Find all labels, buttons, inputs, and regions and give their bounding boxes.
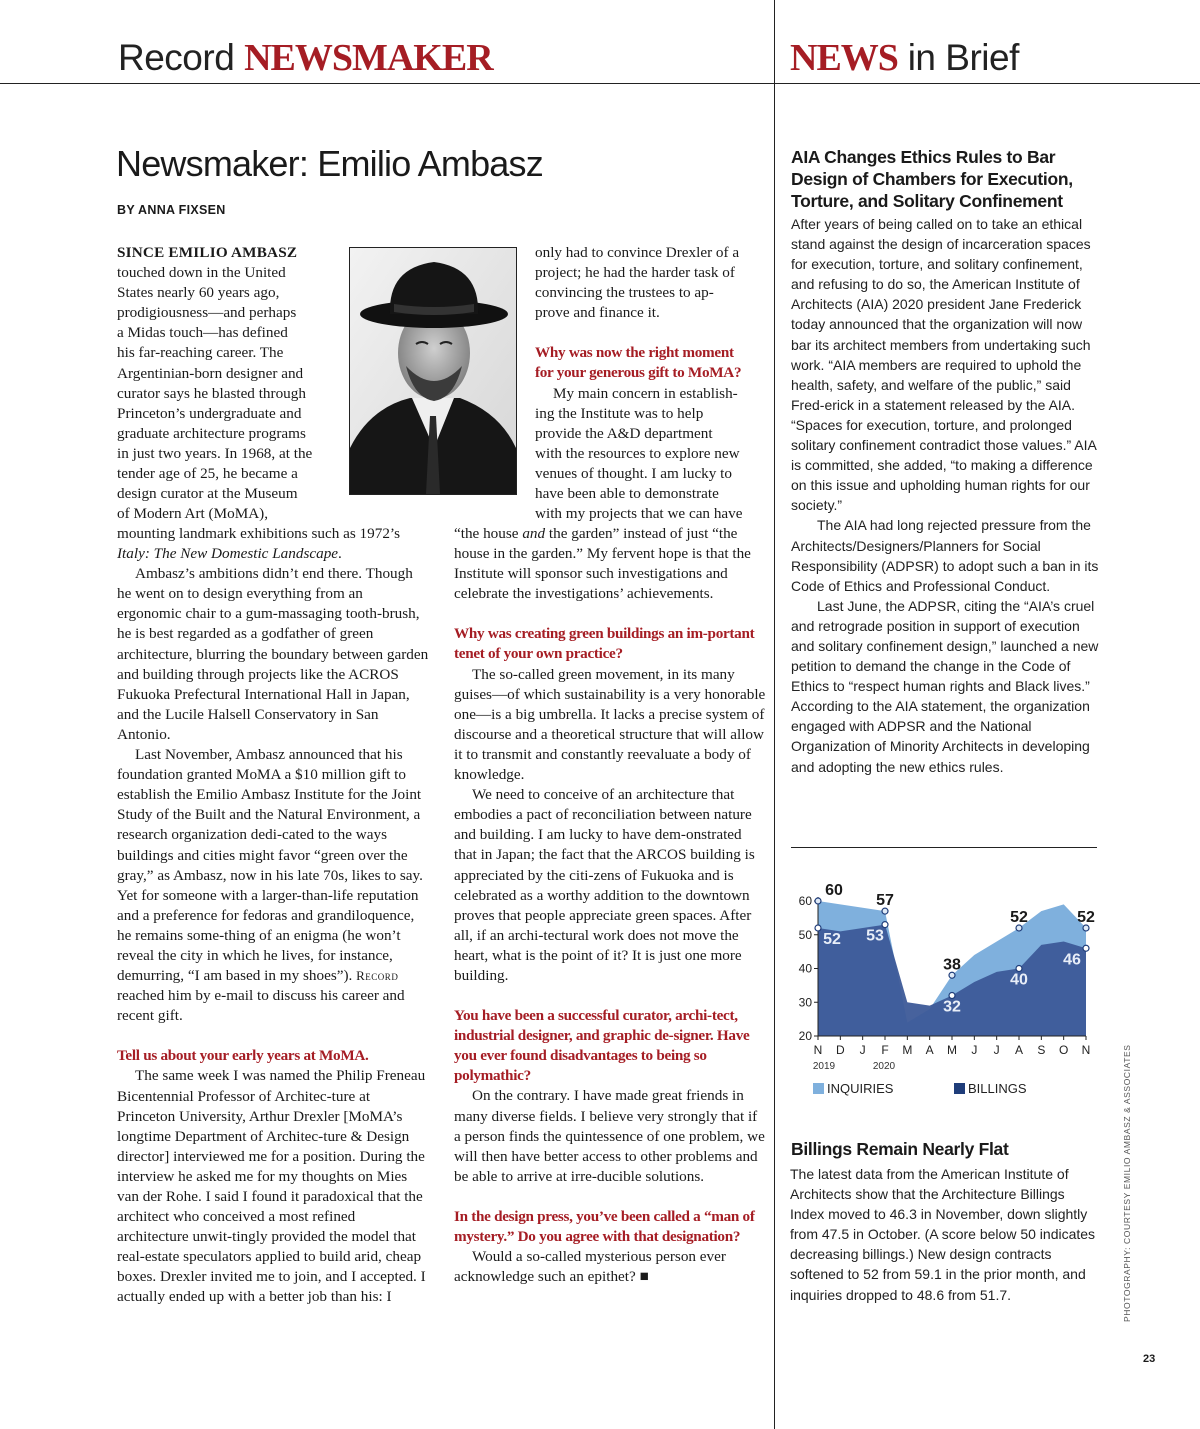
text-line: project; he had the harder task of — [535, 264, 735, 282]
x-tick-label: M — [902, 1043, 913, 1057]
answer-4: On the contrary. I have made great friends in many diverse fields. I believe very strongly that if a person finds the quintessence of one problem, we will then have better access to other problems and be able to arrive at irre-ducible solutions. — [454, 1087, 765, 1185]
data-label-billings: 32 — [943, 998, 961, 1016]
answer-2-top — [535, 384, 767, 525]
paragraph-2: Ambasz’s ambitions didn’t end there. Though he went on to design everything from an ergonomic chair to a gum-massaging tooth-brush, he is best regarded as a godfather of green architecture, blurring the boundary between garden and building through projects like the ACROS Fukuoka Prefectural International Hall in Japan, and the Lucile Halsell Conservatory in San Antonio. — [117, 565, 429, 743]
y-tick-label: 30 — [798, 995, 812, 1010]
header-rule — [0, 83, 1200, 84]
text-line: a Midas touch—has defined — [117, 324, 288, 342]
text-line: touched down in the United — [117, 264, 286, 282]
x-tick-label: J — [993, 1043, 1000, 1057]
text-line: ing the Institute was to help — [535, 404, 704, 422]
brief-paragraph-1: After years of being called on to take an ethical stand against the design of incarceration spaces for execution, torture, and solitary confinement, and refusing to do so, the American Institute of Architects (AIA) 2020 president Jane Frederick today announced that the organization will now bar its architect members from undertaking such work. “AIA members are required to uphold the health, safety, and welfare of the public,” said Fred-erick in a statement released by the AIA. “Spaces for execution, torture, and prolonged solitary confinement contradict those values.” AIA is committed, she added, “to making a difference on this issue and upholding human rights for our society.” — [791, 216, 1097, 514]
billings-body: The latest data from the American Institute of Architects show that the Architecture Billings Index moved to 46.3 in November, down slightly from 47.5 in October. (A score below 50 indicates decreasing billings.) New design contracts softened to 52 from 59.1 in the prior month, and inquiries dropped to 48.6 from 51.7. — [790, 1166, 1096, 1303]
paragraph-1-tail — [117, 524, 429, 564]
paragraph-3 — [117, 745, 429, 1026]
section-header-news-in-brief — [790, 36, 1019, 80]
billings-chart — [790, 880, 1100, 1080]
question-4: You have been a successful curator, archi-tect, industrial designer, and graphic de-signer. Have you ever found disadvantages to being so polymathic? — [454, 1007, 750, 1085]
x-tick-label: N — [1081, 1043, 1091, 1057]
text-span: “the house — [454, 525, 519, 542]
data-label-billings: 52 — [823, 931, 841, 948]
photo-credit: PHOTOGRAPHY: COURTESY EMILIO AMBASZ & ASSOCIATES — [1122, 1044, 1132, 1322]
x-tick-label: A — [925, 1043, 934, 1057]
year-label: 2020 — [872, 1061, 896, 1072]
article-column-2 — [454, 524, 766, 1287]
x-tick-label: D — [835, 1043, 845, 1057]
article-column-2-top — [535, 243, 767, 524]
data-label-inquiries: 52 — [1077, 909, 1095, 926]
data-label-inquiries: 57 — [876, 892, 894, 910]
lead-paragraph — [117, 243, 349, 524]
y-tick-label: 20 — [798, 1029, 812, 1043]
billings-headline: Billings Remain Nearly Flat — [791, 1139, 1009, 1159]
text-line: with the resources to explore new — [535, 444, 740, 462]
legend-inquiries — [813, 1081, 893, 1096]
text-span: the garden” instead of just “the house in the garden.” My fervent hope is that the Institute will sponsor such investigations and celebrate the investigations’ achievements. — [454, 525, 751, 603]
question-3: Why was creating green buildings an im-portant tenet of your own practice? — [454, 625, 755, 663]
text-line: Argentinian-born designer and — [117, 364, 304, 382]
section-header-newsmaker — [118, 36, 493, 80]
question-5: In the design press, you’ve been called a “man of mystery.” Do you agree with that designation? — [454, 1207, 755, 1245]
text-line: States nearly 60 years ago, — [117, 284, 280, 302]
text-line: provide the A&D department — [535, 424, 713, 442]
chart-top-rule — [791, 847, 1097, 848]
legend-label: INQUIRIES — [827, 1081, 894, 1096]
x-tick-label: O — [1058, 1043, 1069, 1057]
portrait-photo — [349, 247, 517, 495]
text-line: graduate architecture programs — [117, 424, 306, 442]
text-line: tender age of 25, he became a — [117, 465, 298, 483]
x-tick-label: S — [1037, 1043, 1046, 1057]
data-label-inquiries: 38 — [943, 956, 961, 974]
text-line: his far-reaching career. The — [117, 344, 284, 362]
question-1: Tell us about your early years at MoMA. — [117, 1047, 369, 1065]
end-mark-icon: ■ — [639, 1268, 649, 1286]
article-title: Newsmaker: Emilio Ambasz — [116, 143, 543, 184]
legend-swatch-billings — [954, 1083, 965, 1094]
answer-5 — [454, 1247, 766, 1287]
header-in-brief: in Brief — [907, 37, 1019, 78]
answer-3: The so-called green movement, in its many guises—of which sustainability is a very honorable one—is a big umbrella. It lacks a precise system of discourse and a theoretical structure that will allow it to transmit and constantly reevaluate a body of knowledge. — [454, 665, 766, 784]
exhibition-title: Italy: The New Domestic Landscape — [117, 545, 339, 563]
text-line: My main concern in establish- — [553, 384, 738, 402]
data-point-inquiries — [815, 898, 821, 904]
x-tick-label: N — [813, 1043, 823, 1057]
text-span: reached him by e-mail to discuss his career and recent gift. — [117, 987, 405, 1025]
answer-2-tail — [454, 524, 766, 604]
italic-and: and — [522, 525, 546, 542]
header-record: Record — [118, 37, 235, 78]
data-label-inquiries: 52 — [1010, 909, 1028, 926]
text-line: with my projects that we can have — [535, 505, 743, 523]
x-tick-label: J — [971, 1043, 978, 1057]
text-line: prove and finance it. — [535, 304, 660, 322]
header-newsmaker: NEWSMAKER — [244, 37, 493, 79]
text-line: design curator at the Museum — [117, 485, 298, 503]
brief-paragraph-3: Last June, the ADPSR, citing the “AIA’s cruel and retrograde position in support of execution and solitary confinement design,” launched a new petition to demand the change in the Code of Ethics to “respect human rights and Black lives.” According to the AIA statement, the organization engaged with ADPSR and the National Organization of Minority Architects in developing and adopting the new ethics rules. — [791, 597, 1099, 775]
byline: BY ANNA FIXSEN — [117, 203, 226, 217]
y-tick-label: 60 — [798, 894, 812, 908]
text-line: only had to convince Drexler of a — [535, 244, 740, 261]
data-label-billings: 46 — [1063, 951, 1081, 969]
article-column-1 — [117, 524, 429, 1308]
text-line: curator says he blasted through — [117, 384, 306, 402]
text-line: prodigiousness—and perhaps — [117, 304, 297, 322]
text-line: in just two years. In 1968, at the — [117, 444, 313, 462]
header-news: NEWS — [790, 37, 898, 79]
continued-answer — [535, 243, 767, 323]
text-line: of Modern Art (MoMA), — [117, 505, 269, 523]
text-line: Princeton’s undergraduate and — [117, 404, 302, 422]
data-point-billings — [1083, 945, 1089, 951]
portrait-illustration — [350, 248, 516, 494]
text-line: for your generous gift to MoMA? — [535, 364, 742, 382]
text-line: have been able to demonstrate — [535, 485, 719, 503]
x-tick-label: M — [947, 1043, 957, 1057]
answer-1: The same week I was named the Philip Freneau Bicentennial Professor of Architec-ture at Princeton University, Arthur Drexler [MoMA’s longtime Department of Architec-ture & Design director] interviewed me for a position. During the interview he asked me for my thoughts on Mies van der Rohe. I said I found it paradoxical that the architect who conceived a most refined architecture unwit-tingly provided the model that real-estate speculators applied to build arid, cheap boxes. Drexler invited me to join, and I accepted. I actually ended up with a better job than his: I — [117, 1067, 426, 1306]
data-label-billings: 53 — [866, 927, 884, 945]
data-point-billings — [815, 925, 821, 931]
page-number: 23 — [1143, 1353, 1156, 1365]
legend-billings — [954, 1081, 1027, 1096]
brief-headline: AIA Changes Ethics Rules to Bar Design of Chambers for Execution, Torture, and Solitary Confinement — [791, 147, 1073, 211]
data-label-inquiries: 60 — [825, 882, 843, 899]
legend-swatch-inquiries — [813, 1083, 824, 1094]
brief-body — [791, 214, 1103, 777]
text-line: convincing the trustees to ap- — [535, 284, 714, 302]
year-label: 2019 — [812, 1061, 836, 1072]
x-tick-label: F — [881, 1043, 889, 1057]
text-line: Why was now the right moment — [535, 344, 734, 362]
x-tick-label: J — [859, 1043, 866, 1057]
y-tick-label: 50 — [798, 927, 812, 942]
answer-3b: We need to conceive of an architecture that embodies a pact of reconciliation between nature and building. I am lucky to have dem-onstrated that in Japan; the fact that the ARCOS building is appreciated by the citi-zens of Fukuoka and is celebrated as a worthy addition to the downtown proves that people appreciate green spaces. After all, if an archi-tectural work does not move the heart, what is the point of it? It is just one more building. — [454, 786, 755, 984]
y-tick-label: 40 — [798, 961, 812, 976]
x-tick-label: A — [1014, 1043, 1024, 1057]
column-divider — [774, 0, 775, 1429]
text-line: venues of thought. I am lucky to — [535, 464, 732, 482]
brief-paragraph-2: The AIA had long rejected pressure from the Architects/Designers/Planners for Social Responsibility (ADPSR) to adopt such a ban in its Code of Ethics and Professional Conduct. — [791, 517, 1099, 594]
question-2 — [535, 343, 767, 383]
data-label-billings: 40 — [1010, 971, 1028, 989]
lead-in: SINCE EMILIO AMBASZ — [117, 244, 298, 261]
legend-label: BILLINGS — [968, 1081, 1027, 1096]
text-span: . — [338, 545, 342, 563]
article-column-1-top — [117, 243, 349, 524]
text-span: Would a so-called mysterious person ever acknowledge such an epithet? — [454, 1248, 726, 1286]
text-span: mounting landmark exhibitions such as 1972’s — [117, 525, 401, 542]
text-span: Last November, Ambasz announced that his foundation granted MoMA a $10 million gift to establish the Emilio Ambasz Institute for the Joint Study of the Built and the Natural Environment, a research organization dedi-cated to the ways buildings and cities might favor “green over the gray,” as Ambasz, now in his late 70s, likes to say. Yet for someone with a larger-than-life reputation and a preference for fedoras and grandiloquence, he remains some-thing of an enigma (he won’t reveal the city in which he lives, for instance, demurring, “I am based in my shoes”). — [117, 746, 423, 985]
record-smallcaps: Record — [356, 968, 399, 984]
